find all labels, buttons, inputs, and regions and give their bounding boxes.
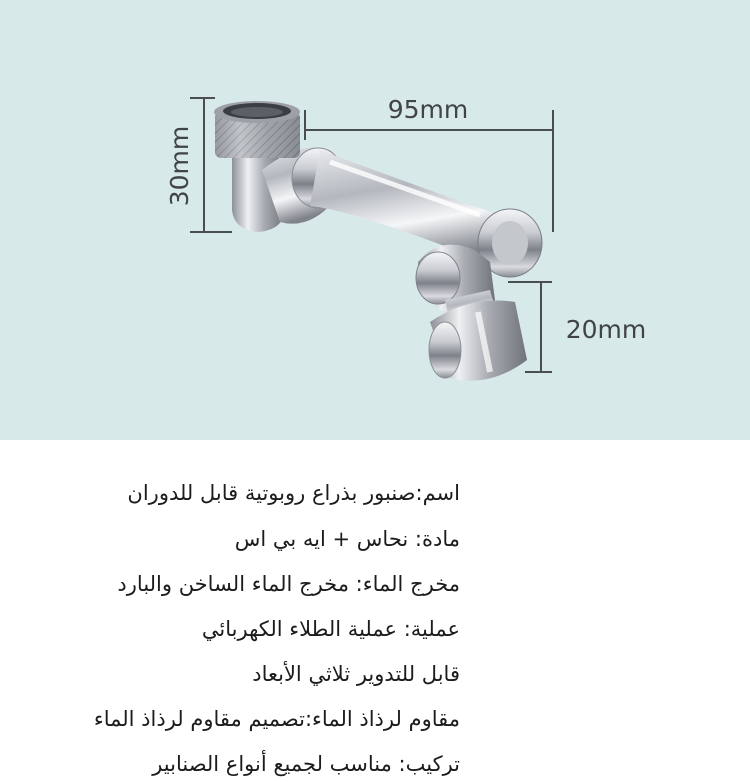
spec-installation: تركيب: مناسب لجميع أنواع الصنابير <box>152 752 460 776</box>
spec-splash-resistant: مقاوم لرذاذ الماء:تصميم مقاوم لرذاذ الماء <box>93 707 460 731</box>
faucet-body <box>232 148 542 381</box>
spec-rotation: قابل للتدوير ثلاثي الأبعاد <box>252 662 460 686</box>
knurled-nut <box>214 101 300 158</box>
spec-water-outlet: مخرج الماء: مخرج الماء الساخن والبارد <box>117 572 460 596</box>
height-dimension-label: 30mm <box>165 125 194 207</box>
outlet-dimension-label: 20mm <box>565 315 647 344</box>
length-dimension-label: 95mm <box>387 95 469 124</box>
spec-process: عملية: عملية الطلاء الكهربائي <box>201 617 460 641</box>
spec-material: مادة: نحاس + ايه بي اس <box>234 527 460 551</box>
specifications-list <box>0 440 750 782</box>
spec-name: اسم:صنبور بذراع روبوتية قابل للدوران <box>127 481 460 505</box>
